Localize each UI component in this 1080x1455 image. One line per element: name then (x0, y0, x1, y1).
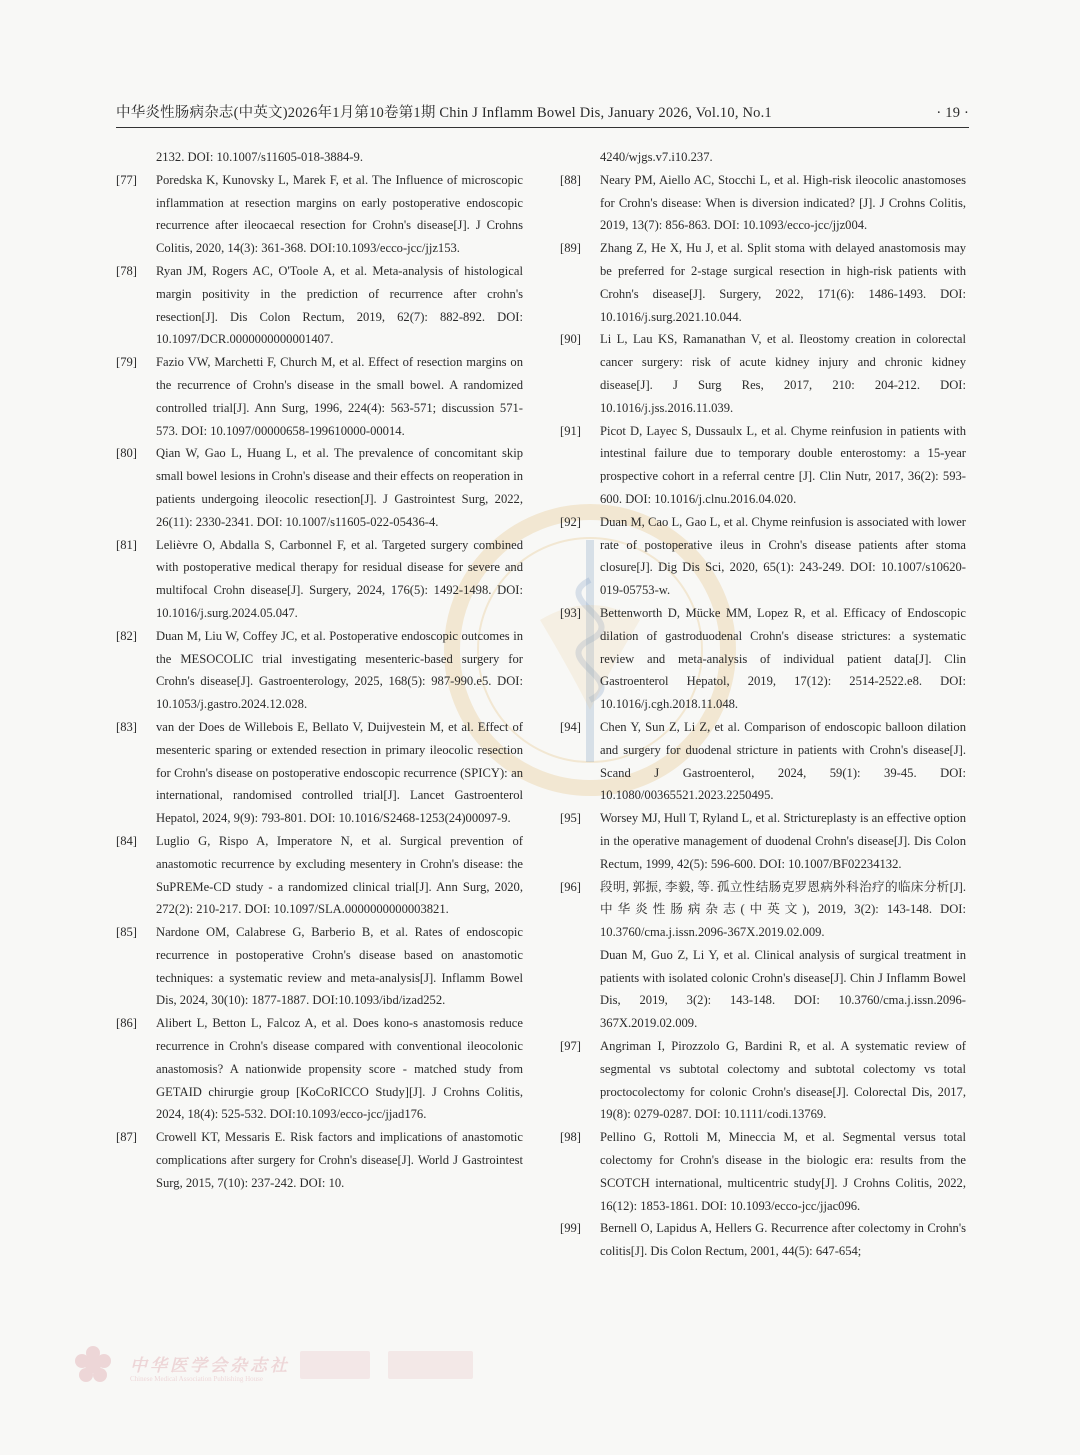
reference-text: Fazio VW, Marchetti F, Church M, et al. Effect of resection margins on the recurrence of Crohn's disease in the small bowel. A randomized controlled trial[J]. Ann Surg, 1996, 224(4): 563-571; discussion 571-573. DOI: 10.1097/00000658-199610000-00014. (156, 355, 523, 438)
reference-number: [83] (116, 719, 137, 734)
reference-number: [80] (116, 446, 137, 461)
reference-text: Neary PM, Aiello AC, Stocchi L, et al. High-risk ileocolic anastomoses for Crohn's disease: When is diversion indicated? [J]. J Crohns Colitis, 2019, 13(7): 856-863. DOI: 10.1093/ecco-jcc/jjz004. (600, 172, 966, 233)
reference-text: Chen Y, Sun Z, Li Z, et al. Comparison of endoscopic balloon dilation and surgery for duodenal stricture in patients with Crohn's disease[J]. Scand J Gastroenterol, 2024, 59(1): 39-45. DOI: 10.1080/00365521.2023.2250495. (600, 719, 966, 803)
reference-text: Ryan JM, Rogers AC, O'Toole A, et al. Meta-analysis of histological margin positivity in the prediction of recurrence after crohn's resection[J]. Dis Colon Rectum, 2019, 62(7): 882-892. DOI: 10.1097/DCR.0000000000001407. (156, 263, 523, 347)
reference-entry (560, 1035, 966, 1126)
reference-entry (116, 1126, 523, 1194)
reference-entry (560, 420, 966, 511)
reference-entry (116, 921, 523, 1012)
reference-text: Duan M, Cao L, Gao L, et al. Chyme reinfusion is associated with lower rate of postoperative ileus in Crohn's disease patients after stoma closure[J]. Dig Dis Sci, 2020, 65(1): 243-249. DOI: 10.1007/s10620-019-05753-w. (600, 514, 966, 598)
reference-text: Duan M, Liu W, Coffey JC, et al. Postoperative endoscopic outcomes in the MESOCOLIC trial investigating mesenteric-based surgery for Crohn's disease[J]. Gastroenterology, 2025, 168(5): 987-990.e5. DOI: 10.1053/j.gastro.2024.12.028. (156, 628, 523, 712)
reference-number: [84] (116, 833, 137, 848)
publisher-name-en: Chinese Medical Association Publishing House (130, 1375, 263, 1383)
reference-text: Bernell O, Lapidus A, Hellers G. Recurrence after colectomy in Crohn's colitis[J]. Dis Colon Rectum, 2001, 44(5): 647-654; (600, 1221, 966, 1259)
reference-entry (116, 1012, 523, 1126)
references-left-column (116, 146, 523, 1195)
reference-number: [88] (560, 172, 581, 187)
reference-entry (116, 442, 523, 533)
reference-number: [92] (560, 514, 581, 529)
reference-entry (560, 1217, 966, 1263)
reference-text: Pellino G, Rottoli M, Mineccia M, et al. Segmental versus total colectomy for Crohn's disease in the biologic era: results from the SCOTCH international, multicentric study[J]. J Crohns Colitis, 2022, 16(12): 1853-1861. DOI: 10.1093/ecco-jcc/jjac096. (600, 1130, 966, 1213)
reference-text: 4240/wjgs.v7.i10.237. (600, 150, 713, 164)
reference-entry (116, 716, 523, 830)
running-header (116, 103, 969, 128)
reference-number: [99] (560, 1221, 581, 1236)
reference-entry (560, 511, 966, 602)
reference-text: Luglio G, Rispo A, Imperatore N, et al. Surgical prevention of anastomotic recurrence by excluding mesentery in Crohn's disease: the SuPREMe-CD study - a randomized clinical trial[J]. Ann Surg, 2020, 272(2): 210-217. DOI: 10.1097/SLA.0000000000003821. (156, 833, 523, 917)
reference-number: [81] (116, 537, 137, 552)
publisher-name-cn: 中华医学会杂志社 (130, 1356, 290, 1376)
reference-text: Picot D, Layec S, Dussaulx L, et al. Chyme reinfusion in patients with intestinal failure due to temporary double enterostomy: a 15-year prospective cohort in a referral centre [J]. Clin Nutr, 2017, 36(2): 593-600. DOI: 10.1016/j.clnu.2016.04.020. (600, 423, 966, 506)
reference-text: Zhang Z, He X, Hu J, et al. Split stoma with delayed anastomosis may be preferred for 2-stage surgical resection in high-risk patients with Crohn's disease[J]. Surgery, 2022, 171(6): 1486-1493. DOI: 10.1016/j.surg.2021.10.044. (600, 241, 966, 324)
reference-entry (116, 146, 523, 169)
reference-number: [86] (116, 1016, 137, 1031)
reference-number: [98] (560, 1130, 581, 1145)
reference-text: Duan M, Guo Z, Li Y, et al. Clinical analysis of surgical treatment in patients with isolated colonic Crohn's disease[J]. Chin J Inflamm Bowel Dis, 2019, 3(2): 143-148. DOI: 10.3760/cma.j.issn.2096-367X.2019.02.009. (600, 947, 966, 1031)
reference-number: [94] (560, 719, 581, 734)
reference-text: Angriman I, Pirozzolo G, Bardini R, et al. A systematic review of segmental vs subtotal colectomy and subtotal colectomy vs total proctocolectomy for colonic Crohn's disease[J]. Colorectal Dis, 2017, 19(8): 0279-0287. DOI: 10.1111/codi.13769. (600, 1039, 966, 1122)
reference-entry (560, 169, 966, 237)
reference-entry (116, 351, 523, 442)
reference-number: [93] (560, 605, 581, 620)
reference-number: [95] (560, 811, 581, 826)
reference-entry (116, 534, 523, 625)
reference-text: Lelièvre O, Abdalla S, Carbonnel F, et al. Targeted surgery combined with postoperative medical therapy for residual disease for severe and multifocal Crohn disease[J]. Surgery, 2024, 176(5): 1492-1498. DOI: 10.1016/j.surg.2024.05.047. (156, 537, 523, 620)
reference-number: [78] (116, 263, 137, 278)
journal-line: 中华炎性肠病杂志(中英文)2026年1月第10卷第1期 Chin J Inflamm Bowel Dis, January 2026, Vol.10, No.1 (116, 105, 772, 121)
reference-number: [96] (560, 879, 581, 894)
references-right-column (560, 146, 966, 1263)
reference-number: [87] (116, 1130, 137, 1145)
flower-logo-icon (68, 1345, 118, 1385)
reference-text: Bettenworth D, Mücke MM, Lopez R, et al. Efficacy of Endoscopic dilation of gastroduodenal Crohn's disease strictures: a systematic review and meta-analysis of individual patient data[J]. Clin Gastroenterol Hepatol, 2019, 17(12): 2514-2522.e8. DOI: 10.1016/j.cgh.2018.11.048. (600, 605, 966, 712)
reference-text: 段明, 郭振, 李毅, 等. 孤立性结肠克罗恩病外科治疗的临床分析[J]. 中华炎性肠病杂志(中英文), 2019, 3(2): 143-148. DOI: 10.3760/cma.j.issn.2096-367X.2019.02.009. (600, 879, 966, 940)
reference-text: 2132. DOI: 10.1007/s11605-018-3884-9. (156, 150, 363, 164)
reference-entry (560, 146, 966, 169)
reference-number: [77] (116, 172, 137, 187)
reference-text: Worsey MJ, Hull T, Ryland L, et al. Strictureplasty is an effective option in the operative management of duodenal Crohn's disease[J]. Dis Colon Rectum, 1999, 42(5): 596-600. DOI: 10.1007/BF02234132. (600, 811, 966, 871)
reference-number: [89] (560, 241, 581, 256)
reference-text: Qian W, Gao L, Huang L, et al. The prevalence of concomitant skip small bowel lesions in Crohn's disease and their effects on reoperation in patients undergoing ileocolic resection[J]. J Gastrointest Surg, 2022, 26(11): 2330-2341. DOI: 10.1007/s11605-022-05436-4. (156, 446, 523, 529)
reference-text: Li L, Lau KS, Ramanathan V, et al. Ileostomy creation in colorectal cancer surgery: risk of acute kidney injury and chronic kidney disease[J]. J Surg Res, 2017, 210: 204-212. DOI: 10.1016/j.jss.2016.11.039. (600, 332, 966, 415)
reference-entry (560, 328, 966, 419)
reference-entry (560, 944, 966, 1035)
reference-number: [79] (116, 355, 137, 370)
reference-text: Nardone OM, Calabrese G, Barberio B, et al. Rates of endoscopic recurrence in postoperative Crohn's disease based on anastomotic techniques: a systematic review and meta-analysis[J]. Inflamm Bowel Dis, 2024, 30(10): 1877-1887. DOI:10.1093/ibd/izad252. (156, 925, 523, 1008)
logo-block (300, 1351, 370, 1379)
reference-entry (560, 602, 966, 716)
reference-text: Alibert L, Betton L, Falcoz A, et al. Does kono-s anastomosis reduce recurrence in Crohn's disease compared with conventional ileocolonic anastomosis? A nationwide propensity score - matched study from GETAID chirurgie group [KoCoRICCO Study][J]. J Crohns Colitis, 2024, 18(4): 525-532. DOI:10.1093/ecco-jcc/jjad176. (156, 1016, 523, 1122)
reference-number: [85] (116, 925, 137, 940)
reference-entry (116, 830, 523, 921)
reference-entry (116, 625, 523, 716)
reference-number: [91] (560, 423, 581, 438)
reference-number: [97] (560, 1039, 581, 1054)
reference-entry (116, 169, 523, 260)
reference-entry (560, 876, 966, 944)
reference-entry (560, 237, 966, 328)
reference-entry (116, 260, 523, 351)
publisher-logo (68, 1345, 488, 1391)
reference-entry (560, 807, 966, 875)
reference-text: Crowell KT, Messaris E. Risk factors and implications of anastomotic complications after surgery for Crohn's disease[J]. World J Gastrointest Surg, 2015, 7(10): 237-242. DOI: 10. (156, 1130, 523, 1190)
page-number: · 19 · (936, 105, 969, 121)
reference-text: Poredska K, Kunovsky L, Marek F, et al. The Influence of microscopic inflammation at resection margins on early postoperative endoscopic recurrence after ileocaecal resection for Crohn's disease[J]. J Crohns Colitis, 2020, 14(3): 361-368. DOI:10.1093/ecco-jcc/jjz153. (156, 172, 523, 256)
logo-block (388, 1351, 473, 1379)
reference-entry (560, 1126, 966, 1217)
reference-text: van der Does de Willebois E, Bellato V, Duijvestein M, et al. Effect of mesenteric sparing or extended resection in primary ileocolic resection for Crohn's disease on postoperative endoscopic recurrence (SPICY): an international, randomised controlled trial[J]. Lancet Gastroenterol Hepatol, 2024, 9(9): 793-801. DOI: 10.1016/S2468-1253(24)00097-9. (156, 719, 523, 826)
reference-number: [90] (560, 332, 581, 347)
reference-entry (560, 716, 966, 807)
reference-number: [82] (116, 628, 137, 643)
